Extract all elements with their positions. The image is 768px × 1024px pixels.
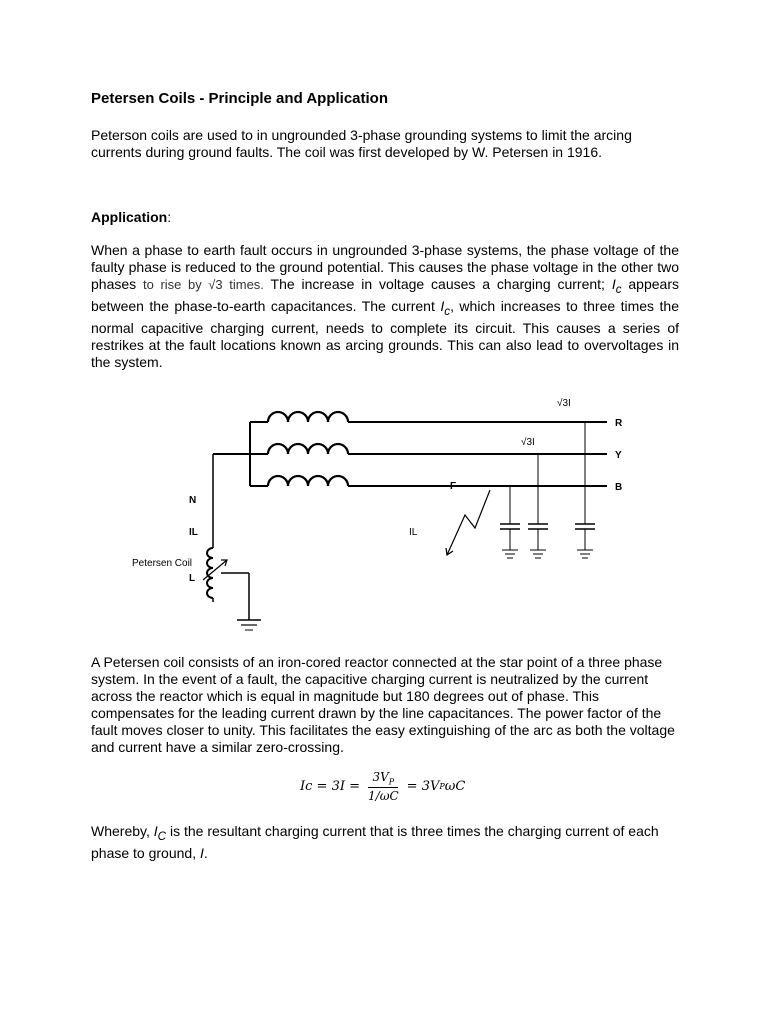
whereby-i: I (199, 844, 204, 861)
application-ic-2-sub: c (444, 304, 451, 318)
whereby-ic: I (153, 823, 158, 839)
formula-numerator (368, 770, 398, 788)
label-phase-b: B (615, 482, 623, 493)
formula-num-sub: P (388, 777, 395, 787)
petersen-coil-circuit-diagram (125, 390, 645, 640)
formula-rhs-sub: P (439, 782, 445, 792)
charging-current-formula (300, 770, 465, 803)
application-ic-2: I (440, 297, 445, 314)
application-text-sqrt: to rise by √3 times. (143, 277, 264, 292)
phase-y-inductor (268, 444, 348, 454)
intro-paragraph: Peterson coils are used to in ungrounded 3-phase grounding systems to limit the arcing currents during ground faults. The coil was first developed by W. Petersen in 1916. (91, 127, 632, 160)
formula-lhs: Ic = 3I = (300, 779, 361, 795)
whereby-text-1: Whereby, (91, 823, 154, 839)
label-fault-f: F (450, 481, 457, 492)
page-title: Petersen Coils - Principle and Application (91, 90, 389, 107)
application-text-3: appears between the phase-to-earth capacitances. The current (91, 276, 679, 314)
application-text-4: , which increases to three times the normal capacitive charging current, needs to complete its circuit. This causes a series of restrikes at the fault locations known as arcing grounds. This can also lead to overvoltages in the system. (91, 297, 679, 370)
label-phase-r: R (615, 418, 623, 429)
fault-arc-zigzag (447, 490, 490, 555)
whereby-text-3: . (203, 844, 208, 861)
label-coil-l: L (189, 573, 196, 584)
application-paragraph (91, 242, 679, 371)
phase-b-inductor (268, 476, 348, 486)
application-ic-1-sub: c (615, 282, 622, 296)
formula-denominator: 1/ωC (368, 789, 399, 804)
phase-r-inductor (268, 412, 348, 422)
formula-fraction (364, 770, 403, 803)
description-paragraph: A Petersen coil consists of an iron-cored reactor connected at the star point of a three phase system. In the event of a fault, the capacitive charging current is neutralized by the current across the reactor which is equal in magnitude but 180 degrees out of phase. This compensates for the leading current drawn by the line capacitances. The power factor of the fault moves closer to unity. This facilitates the easy extinguishing of the arc as both the voltage and current have a similar zero-crossing. (91, 654, 675, 755)
label-sqrt3i-mid: √3I (521, 437, 535, 448)
application-heading (91, 209, 171, 225)
whereby-ic-sub: C (157, 829, 167, 843)
whereby-paragraph (91, 823, 679, 862)
application-text-2: The increase in voltage causes a charging current; (263, 276, 612, 292)
application-text-1: When a phase to earth fault occurs in ungrounded 3-phase systems, the phase voltage of the faulty phase is reduced to the ground potential. This causes the phase voltage in the other two phases (91, 242, 679, 292)
application-heading-colon: : (167, 209, 172, 225)
application-heading-text: Application (91, 209, 168, 225)
application-ic-1: I (611, 276, 616, 292)
formula-num-text: 3V (372, 770, 389, 784)
formula-rhs-b: ωC (444, 779, 466, 795)
whereby-text-2: is the resultant charging current that is three times the charging current of each phase to ground, (91, 823, 659, 861)
label-neutral-n: N (189, 495, 197, 506)
formula-rhs-a: = 3V (406, 779, 440, 795)
label-sqrt3i-top: √3I (557, 398, 571, 409)
label-il-right: IL (409, 527, 418, 538)
label-petersen-coil: Petersen Coil (132, 558, 193, 569)
label-il-left: IL (189, 527, 198, 538)
label-phase-y: Y (615, 450, 622, 461)
